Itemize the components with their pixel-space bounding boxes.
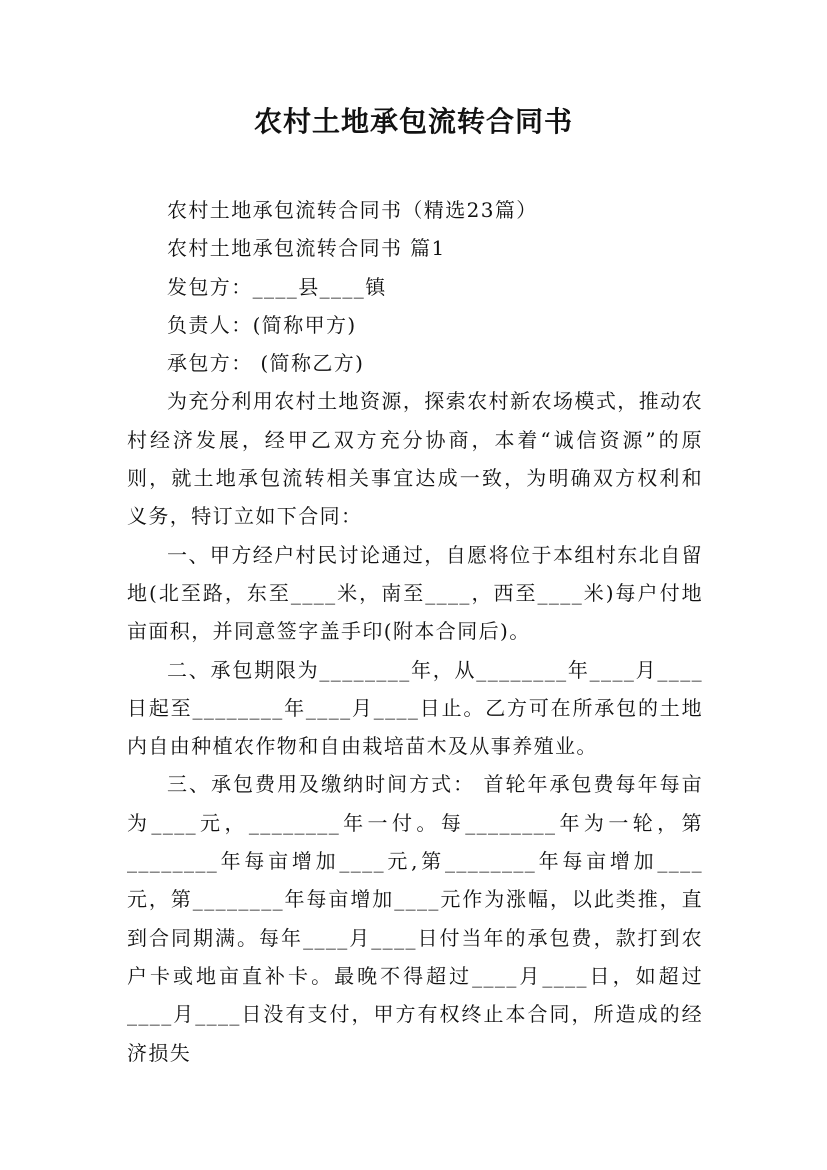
document-body — [127, 191, 703, 1072]
preamble-paragraph: 为充分利用农村土地资源，探索农村新农场模式，推动农村经济发展，经甲乙双方充分协商，本着“诚信资源”的原则，就土地承包流转相关事宜达成一致，为明确双方权利和义务，特订立如下合同： — [127, 389, 703, 529]
section-heading: 农村土地承包流转合同书 篇1 — [167, 236, 446, 261]
party-a-line: 发包方：____县____镇 — [167, 274, 387, 299]
document-title: 农村土地承包流转合同书 — [253, 105, 573, 138]
responsible-person-line: 负责人：(简称甲方) — [167, 312, 357, 337]
clause-1-paragraph: 一、甲方经户村民讨论通过，自愿将位于本组村东北自留地(北至路，东至____米，南至____，西至____米)每户付地亩面积，并同意签字盖手印(附本合同后)。 — [127, 542, 703, 644]
party-b-line: 承包方： (简称乙方) — [167, 351, 365, 376]
subtitle-paragraph: 农村土地承包流转合同书（精选23篇） — [167, 198, 538, 222]
clause-3-paragraph: 三、承包费用及缴纳时间方式： 首轮年承包费每年每亩为____元，________年一付。每________年为一轮，第________年每亩增加____元,第________年每亩增加____元，第________年每亩增加____元作为涨幅，以此类推，直到合同期满。每年____月____日付当年的承包费，款打到农户卡或地亩直补卡。最晚不得超过____月____日，如超过____月____日没有支付，甲方有权终止本合同，所造成的经济损失 — [127, 772, 703, 1065]
clause-2-paragraph: 二、承包期限为________年，从________年____月____日起至________年____月____日止。乙方可在所承包的土地内自由种植农作物和自由栽培苗木及从事养殖业。 — [127, 657, 703, 759]
